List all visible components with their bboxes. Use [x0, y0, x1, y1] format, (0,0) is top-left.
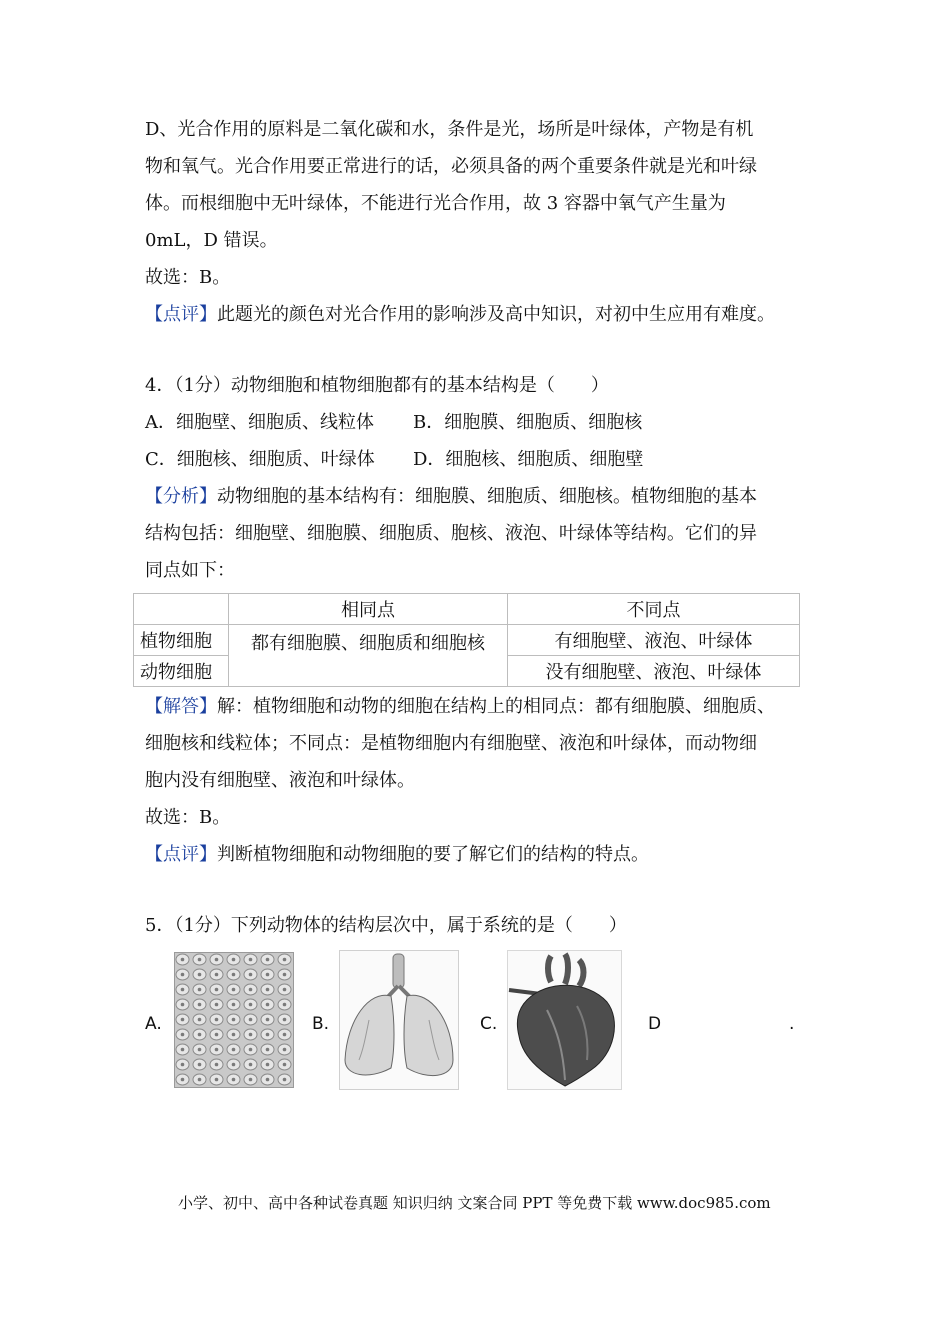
q5-label-c: C. [480, 1014, 498, 1034]
same-points-cell: 都有细胞膜、细胞质和细胞核 [229, 625, 508, 687]
solution-text: 解：植物细胞和动物的细胞在结构上的相同点：都有细胞膜、细胞质、 [217, 696, 775, 717]
q4-option-a: A．细胞壁、细胞质、线粒体 [145, 412, 374, 433]
q5-label-d: D [648, 1014, 662, 1034]
q4-answer: 故选：B。 [145, 807, 231, 828]
table-row [134, 594, 800, 625]
header-same: 相同点 [229, 594, 508, 625]
q4-option-d: D．细胞核、细胞质、细胞壁 [413, 449, 644, 470]
header-diff: 不同点 [508, 594, 800, 625]
heart-image [507, 950, 622, 1090]
comment-text: 判断植物细胞和动物细胞的要了解它们的结构的特点。 [217, 844, 649, 865]
q4-solution-line-3: 胞内没有细胞壁、液泡和叶绿体。 [145, 770, 415, 791]
q4-option-b: B．细胞膜、细胞质、细胞核 [413, 412, 643, 433]
q3-d-line-3: 体。而根细胞中无叶绿体，不能进行光合作用，故 3 容器中氧气产生量为 [145, 193, 726, 214]
page-footer: 小学、初中、高中各种试卷真题 知识归纳 文案合同 PPT 等免费下载 www.doc985.com [178, 1194, 771, 1212]
analysis-tag: 【分析】 [145, 486, 217, 507]
row-animal-label: 动物细胞 [134, 656, 229, 687]
q4-solution-line-2: 细胞核和线粒体；不同点：是植物细胞内有细胞壁、液泡和叶绿体，而动物细 [145, 733, 757, 754]
q3-answer: 故选：B。 [145, 267, 231, 288]
row-plant-label: 植物细胞 [134, 625, 229, 656]
q5-label-a: A. [145, 1014, 162, 1034]
q4-comment [145, 842, 649, 868]
comment-tag: 【点评】 [145, 304, 217, 325]
analysis-text: 动物细胞的基本结构有：细胞膜、细胞质、细胞核。植物细胞的基本 [217, 486, 757, 507]
lungs-image [339, 950, 459, 1090]
q4-analysis-line-1 [145, 484, 757, 510]
q3-comment [145, 302, 775, 328]
q3-d-line-1: D、光合作用的原料是二氧化碳和水，条件是光，场所是叶绿体，产物是有机 [145, 119, 754, 140]
animal-diff-cell: 没有细胞壁、液泡、叶绿体 [508, 656, 800, 687]
q5-label-b: B. [312, 1014, 330, 1034]
table-corner-cell [134, 594, 229, 625]
plant-diff-cell: 有细胞壁、液泡、叶绿体 [508, 625, 800, 656]
comparison-table [133, 593, 800, 687]
solution-tag: 【解答】 [145, 696, 217, 717]
q4-solution-line-1 [145, 694, 775, 720]
q4-stem: 4．（1分）动物细胞和植物细胞都有的基本结构是（ ） [145, 375, 609, 396]
q4-option-c: C．细胞核、细胞质、叶绿体 [145, 449, 375, 470]
q5-stem: 5．（1分）下列动物体的结构层次中，属于系统的是（ ） [145, 915, 627, 936]
comment-tag: 【点评】 [145, 844, 217, 865]
epithelial-tissue-image [174, 952, 294, 1088]
comment-text: 此题光的颜色对光合作用的影响涉及高中知识，对初中生应用有难度。 [217, 304, 775, 325]
q3-d-line-4: 0mL，D 错误。 [145, 230, 278, 251]
q3-d-line-2: 物和氧气。光合作用要正常进行的话，必须具备的两个重要条件就是光和叶绿 [145, 156, 757, 177]
table-row [134, 625, 800, 656]
q4-analysis-line-3: 同点如下： [145, 560, 235, 581]
q4-analysis-line-2: 结构包括：细胞壁、细胞膜、细胞质、胞核、液泡、叶绿体等结构。它们的异 [145, 523, 757, 544]
q5-trailing-dot: . [789, 1014, 795, 1034]
